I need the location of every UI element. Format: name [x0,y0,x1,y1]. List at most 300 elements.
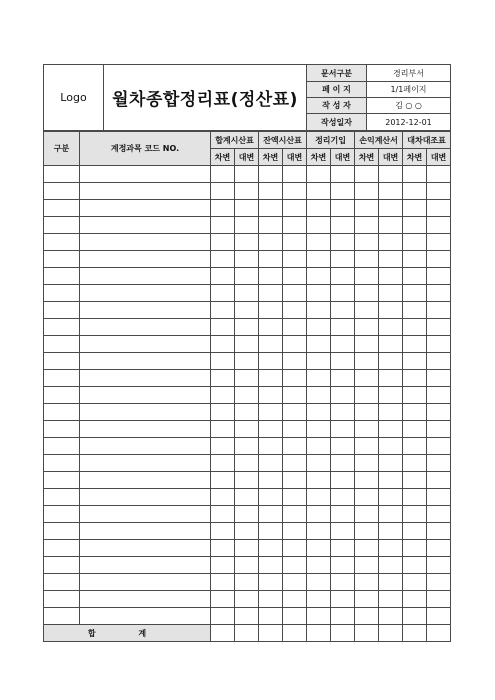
table-cell[interactable] [44,489,80,506]
table-cell[interactable] [355,472,379,489]
table-cell[interactable] [427,200,451,217]
table-cell[interactable] [44,387,80,404]
table-cell[interactable] [427,234,451,251]
table-cell[interactable] [211,370,235,387]
table-cell[interactable] [235,387,259,404]
table-cell[interactable] [331,217,355,234]
table-cell[interactable] [235,251,259,268]
table-cell[interactable] [355,540,379,557]
table-cell[interactable] [44,302,80,319]
table-cell[interactable] [427,166,451,183]
table-cell[interactable] [355,234,379,251]
table-cell[interactable] [211,387,235,404]
table-cell[interactable] [259,200,283,217]
table-cell[interactable] [307,438,331,455]
table-cell[interactable] [331,574,355,591]
table-cell[interactable] [211,183,235,200]
table-cell[interactable] [80,472,211,489]
table-cell[interactable] [80,591,211,608]
table-cell[interactable] [283,251,307,268]
table-cell[interactable] [379,217,403,234]
table-cell[interactable] [307,557,331,574]
table-cell[interactable] [235,302,259,319]
table-cell[interactable] [331,387,355,404]
table-cell[interactable] [44,285,80,302]
table-cell[interactable] [44,472,80,489]
table-cell[interactable] [235,506,259,523]
table-cell[interactable] [211,166,235,183]
table-cell[interactable] [427,574,451,591]
table-cell[interactable] [307,251,331,268]
table-cell[interactable] [355,421,379,438]
table-cell[interactable] [235,234,259,251]
table-cell[interactable] [355,353,379,370]
table-cell[interactable] [44,370,80,387]
table-cell[interactable] [427,268,451,285]
table-cell[interactable] [355,523,379,540]
table-cell[interactable] [259,166,283,183]
table-cell[interactable] [307,285,331,302]
table-cell[interactable] [331,234,355,251]
table-cell[interactable] [211,217,235,234]
table-cell[interactable] [355,404,379,421]
table-cell[interactable] [44,608,80,625]
table-cell[interactable] [44,319,80,336]
table-cell[interactable] [44,404,80,421]
table-cell[interactable] [379,387,403,404]
table-cell[interactable] [427,489,451,506]
table-cell[interactable] [307,591,331,608]
table-cell[interactable] [80,421,211,438]
table-cell[interactable] [379,455,403,472]
table-cell[interactable] [211,336,235,353]
table-cell[interactable] [307,489,331,506]
table-cell[interactable] [307,472,331,489]
table-cell[interactable] [331,353,355,370]
table-cell[interactable] [403,200,427,217]
table-cell[interactable] [331,557,355,574]
table-cell[interactable] [307,523,331,540]
table-cell[interactable] [307,268,331,285]
table-cell[interactable] [355,506,379,523]
table-cell[interactable] [355,574,379,591]
table-cell[interactable] [44,540,80,557]
total-cell[interactable] [259,625,283,642]
table-cell[interactable] [403,506,427,523]
table-cell[interactable] [283,183,307,200]
table-cell[interactable] [259,557,283,574]
table-cell[interactable] [307,540,331,557]
table-cell[interactable] [80,404,211,421]
table-cell[interactable] [403,472,427,489]
table-cell[interactable] [307,455,331,472]
table-cell[interactable] [283,370,307,387]
table-cell[interactable] [235,370,259,387]
table-cell[interactable] [235,319,259,336]
table-cell[interactable] [403,251,427,268]
table-cell[interactable] [80,455,211,472]
table-cell[interactable] [283,268,307,285]
table-cell[interactable] [259,574,283,591]
table-cell[interactable] [427,217,451,234]
table-cell[interactable] [379,574,403,591]
table-cell[interactable] [331,404,355,421]
table-cell[interactable] [259,302,283,319]
table-cell[interactable] [379,506,403,523]
table-cell[interactable] [331,540,355,557]
table-cell[interactable] [211,574,235,591]
table-cell[interactable] [379,472,403,489]
table-cell[interactable] [331,251,355,268]
table-cell[interactable] [379,285,403,302]
table-cell[interactable] [283,438,307,455]
table-cell[interactable] [259,438,283,455]
table-cell[interactable] [283,302,307,319]
table-cell[interactable] [80,523,211,540]
table-cell[interactable] [211,455,235,472]
table-cell[interactable] [211,557,235,574]
table-cell[interactable] [355,166,379,183]
table-cell[interactable] [307,302,331,319]
table-cell[interactable] [427,387,451,404]
table-cell[interactable] [44,353,80,370]
table-cell[interactable] [355,591,379,608]
table-cell[interactable] [427,608,451,625]
table-cell[interactable] [379,183,403,200]
table-cell[interactable] [331,370,355,387]
table-cell[interactable] [403,574,427,591]
table-cell[interactable] [44,200,80,217]
table-cell[interactable] [403,285,427,302]
total-cell[interactable] [283,625,307,642]
table-cell[interactable] [427,183,451,200]
table-cell[interactable] [379,200,403,217]
table-cell[interactable] [80,200,211,217]
table-cell[interactable] [403,404,427,421]
table-cell[interactable] [427,421,451,438]
table-cell[interactable] [44,166,80,183]
table-cell[interactable] [211,200,235,217]
table-cell[interactable] [283,319,307,336]
table-cell[interactable] [44,234,80,251]
table-cell[interactable] [283,353,307,370]
table-cell[interactable] [403,455,427,472]
table-cell[interactable] [259,183,283,200]
table-cell[interactable] [403,370,427,387]
table-cell[interactable] [427,455,451,472]
table-cell[interactable] [331,302,355,319]
table-cell[interactable] [80,166,211,183]
table-cell[interactable] [403,608,427,625]
table-cell[interactable] [403,421,427,438]
table-cell[interactable] [211,506,235,523]
table-cell[interactable] [80,438,211,455]
table-cell[interactable] [283,608,307,625]
table-cell[interactable] [44,251,80,268]
table-cell[interactable] [80,574,211,591]
table-cell[interactable] [259,591,283,608]
table-cell[interactable] [80,387,211,404]
table-cell[interactable] [355,251,379,268]
table-cell[interactable] [355,438,379,455]
table-cell[interactable] [379,523,403,540]
table-cell[interactable] [235,608,259,625]
table-cell[interactable] [331,319,355,336]
table-cell[interactable] [283,217,307,234]
table-cell[interactable] [80,540,211,557]
table-cell[interactable] [403,591,427,608]
table-cell[interactable] [211,540,235,557]
table-cell[interactable] [403,183,427,200]
table-cell[interactable] [44,438,80,455]
table-cell[interactable] [259,285,283,302]
table-cell[interactable] [235,540,259,557]
table-cell[interactable] [283,489,307,506]
table-cell[interactable] [44,557,80,574]
table-cell[interactable] [331,200,355,217]
table-cell[interactable] [355,387,379,404]
table-cell[interactable] [259,353,283,370]
table-cell[interactable] [427,472,451,489]
table-cell[interactable] [211,234,235,251]
table-cell[interactable] [259,268,283,285]
table-cell[interactable] [427,557,451,574]
table-cell[interactable] [44,455,80,472]
table-cell[interactable] [283,540,307,557]
table-cell[interactable] [403,353,427,370]
table-cell[interactable] [80,319,211,336]
table-cell[interactable] [355,183,379,200]
table-cell[interactable] [283,523,307,540]
table-cell[interactable] [355,557,379,574]
table-cell[interactable] [307,217,331,234]
table-cell[interactable] [355,608,379,625]
table-cell[interactable] [427,404,451,421]
table-cell[interactable] [403,234,427,251]
table-cell[interactable] [331,455,355,472]
table-cell[interactable] [235,557,259,574]
table-cell[interactable] [427,438,451,455]
table-cell[interactable] [355,319,379,336]
table-cell[interactable] [235,268,259,285]
table-cell[interactable] [235,353,259,370]
table-cell[interactable] [331,438,355,455]
table-cell[interactable] [259,217,283,234]
table-cell[interactable] [427,251,451,268]
table-cell[interactable] [283,574,307,591]
table-cell[interactable] [80,217,211,234]
table-cell[interactable] [211,438,235,455]
table-cell[interactable] [331,285,355,302]
table-cell[interactable] [427,353,451,370]
table-cell[interactable] [259,506,283,523]
table-cell[interactable] [283,234,307,251]
table-cell[interactable] [235,183,259,200]
table-cell[interactable] [259,489,283,506]
table-cell[interactable] [80,506,211,523]
table-cell[interactable] [403,557,427,574]
table-cell[interactable] [235,166,259,183]
table-cell[interactable] [235,421,259,438]
table-cell[interactable] [211,404,235,421]
table-cell[interactable] [427,370,451,387]
table-cell[interactable] [427,319,451,336]
table-cell[interactable] [427,523,451,540]
table-cell[interactable] [307,166,331,183]
total-cell[interactable] [355,625,379,642]
table-cell[interactable] [80,336,211,353]
table-cell[interactable] [331,591,355,608]
table-cell[interactable] [355,455,379,472]
table-cell[interactable] [283,591,307,608]
table-cell[interactable] [235,523,259,540]
table-cell[interactable] [259,370,283,387]
table-cell[interactable] [379,166,403,183]
table-cell[interactable] [307,319,331,336]
table-cell[interactable] [211,591,235,608]
table-cell[interactable] [211,608,235,625]
table-cell[interactable] [427,285,451,302]
table-cell[interactable] [235,489,259,506]
table-cell[interactable] [355,336,379,353]
total-cell[interactable] [427,625,451,642]
table-cell[interactable] [283,421,307,438]
table-cell[interactable] [259,455,283,472]
table-cell[interactable] [44,217,80,234]
table-cell[interactable] [80,370,211,387]
table-cell[interactable] [283,166,307,183]
table-cell[interactable] [427,540,451,557]
table-cell[interactable] [211,319,235,336]
table-cell[interactable] [403,540,427,557]
table-cell[interactable] [80,353,211,370]
table-cell[interactable] [307,353,331,370]
table-cell[interactable] [283,472,307,489]
table-cell[interactable] [403,336,427,353]
table-cell[interactable] [331,268,355,285]
table-cell[interactable] [379,489,403,506]
table-cell[interactable] [44,268,80,285]
table-cell[interactable] [379,319,403,336]
table-cell[interactable] [331,489,355,506]
table-cell[interactable] [379,302,403,319]
table-cell[interactable] [355,200,379,217]
table-cell[interactable] [80,234,211,251]
table-cell[interactable] [211,302,235,319]
table-cell[interactable] [235,404,259,421]
table-cell[interactable] [259,523,283,540]
table-cell[interactable] [355,370,379,387]
table-cell[interactable] [283,336,307,353]
table-cell[interactable] [403,166,427,183]
table-cell[interactable] [283,506,307,523]
table-cell[interactable] [80,557,211,574]
table-cell[interactable] [355,489,379,506]
table-cell[interactable] [355,285,379,302]
table-cell[interactable] [211,251,235,268]
total-cell[interactable] [379,625,403,642]
table-cell[interactable] [283,200,307,217]
table-cell[interactable] [331,166,355,183]
table-cell[interactable] [379,234,403,251]
table-cell[interactable] [355,268,379,285]
table-cell[interactable] [307,183,331,200]
table-cell[interactable] [331,472,355,489]
table-cell[interactable] [355,217,379,234]
table-cell[interactable] [379,353,403,370]
table-cell[interactable] [307,506,331,523]
table-cell[interactable] [427,302,451,319]
table-cell[interactable] [379,421,403,438]
table-cell[interactable] [403,387,427,404]
table-cell[interactable] [331,608,355,625]
table-cell[interactable] [331,421,355,438]
table-cell[interactable] [235,472,259,489]
table-cell[interactable] [259,336,283,353]
table-cell[interactable] [80,489,211,506]
table-cell[interactable] [211,489,235,506]
table-cell[interactable] [403,268,427,285]
table-cell[interactable] [403,489,427,506]
table-cell[interactable] [331,183,355,200]
total-cell[interactable] [307,625,331,642]
table-cell[interactable] [80,285,211,302]
table-cell[interactable] [44,523,80,540]
table-cell[interactable] [307,200,331,217]
table-cell[interactable] [235,438,259,455]
table-cell[interactable] [403,319,427,336]
table-cell[interactable] [379,268,403,285]
table-cell[interactable] [259,421,283,438]
table-cell[interactable] [44,591,80,608]
table-cell[interactable] [211,268,235,285]
table-cell[interactable] [307,421,331,438]
table-cell[interactable] [211,285,235,302]
table-cell[interactable] [379,370,403,387]
table-cell[interactable] [379,591,403,608]
table-cell[interactable] [307,608,331,625]
table-cell[interactable] [259,608,283,625]
table-cell[interactable] [80,302,211,319]
table-cell[interactable] [44,506,80,523]
table-cell[interactable] [235,336,259,353]
table-cell[interactable] [44,336,80,353]
table-cell[interactable] [211,421,235,438]
total-cell[interactable] [403,625,427,642]
total-cell[interactable] [331,625,355,642]
table-cell[interactable] [355,302,379,319]
table-cell[interactable] [403,438,427,455]
table-cell[interactable] [379,438,403,455]
table-cell[interactable] [235,591,259,608]
table-cell[interactable] [259,251,283,268]
table-cell[interactable] [307,404,331,421]
table-cell[interactable] [259,540,283,557]
table-cell[interactable] [403,302,427,319]
table-cell[interactable] [403,523,427,540]
table-cell[interactable] [80,251,211,268]
table-cell[interactable] [44,421,80,438]
table-cell[interactable] [427,506,451,523]
table-cell[interactable] [80,183,211,200]
table-cell[interactable] [307,234,331,251]
total-cell[interactable] [211,625,235,642]
table-cell[interactable] [283,455,307,472]
table-cell[interactable] [427,336,451,353]
table-cell[interactable] [307,336,331,353]
table-cell[interactable] [235,200,259,217]
table-cell[interactable] [211,472,235,489]
